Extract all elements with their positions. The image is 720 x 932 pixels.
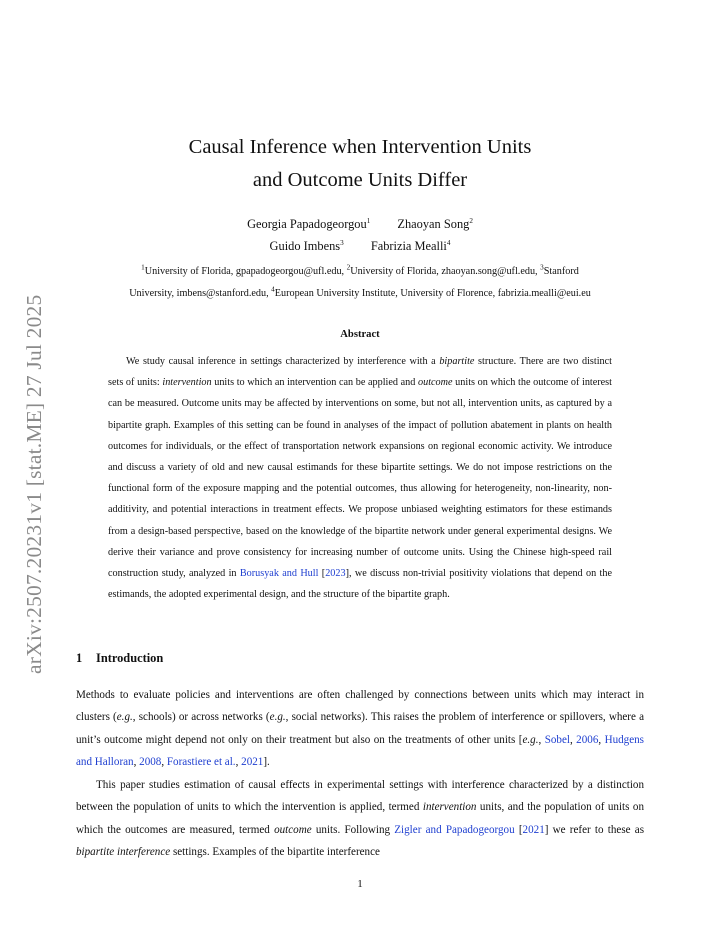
citation-year-link[interactable]: 2021 <box>241 755 264 768</box>
title-line-2: and Outcome Units Differ <box>252 169 468 191</box>
citation-year-link[interactable]: 2021 <box>522 823 545 836</box>
author: Zhaoyan Song$^2$ <box>397 216 473 231</box>
arxiv-identifier: arXiv:2507.20231v1 [stat.ME] 27 Jul 2025 <box>22 294 46 674</box>
affiliations-line-2: University, imbens@stanford.edu, $^4$European University Institute, University of Florence, fabrizia.mealli@eui.eu <box>129 285 591 299</box>
body-paragraph-1: Methods to evaluate policies and interventions are often challenged by connections between units which may interact in clusters (e.g., schools) or across networks (e.g., social networks). This raises the problem of interference or spillovers, where a unit’s outcome might depend not only on their treatment but also on the treatments of other units [e.g., Sobel, 2006, Hudgens and Halloran, 2008, Forastiere et al., 2021]. <box>76 689 645 768</box>
page-number: 1 <box>357 878 363 890</box>
section-heading: 1 Introduction <box>76 651 164 665</box>
citation-link[interactable]: Hudgens and Halloran <box>76 733 645 768</box>
citation-link[interactable]: Forastiere et al. <box>166 755 236 768</box>
author: Fabrizia Mealli$^4$ <box>370 238 451 253</box>
affiliations-line-1: $^1$University of Florida, gpapadogeorgou@ufl.edu, $^2$University of Florida, zhaoyan.song@ufl.edu, $^3$Stanford <box>141 263 579 277</box>
abstract-heading: Abstract <box>340 329 380 340</box>
body-paragraph-2: This paper studies estimation of causal effects in experimental settings with interference characterized by a distinction between the population of units to which the intervention is applied, termed intervention units, and the population of units on which the outcomes are measured, termed outcome units. Following Zigler and Papadogeorgou [2021] we refer to these as bipartite interference settings. Examples of the bipartite interference <box>76 779 645 858</box>
citation-link[interactable]: Sobel <box>544 733 570 746</box>
citation-year-link[interactable]: 2008 <box>139 755 162 768</box>
authors-row-2 <box>120 239 600 254</box>
author: Georgia Papadogeorgou$^1$ <box>247 216 371 231</box>
citation-year-link[interactable]: 2023 <box>325 568 346 580</box>
title-line-1: Causal Inference when Intervention Units <box>188 136 532 158</box>
author: Guido Imbens$^3$ <box>269 238 344 253</box>
citation-year-link[interactable]: 2006 <box>576 733 599 746</box>
paper-title <box>120 131 600 197</box>
abstract-text: We study causal inference in settings characterized by interference with a bipartite structure. There are two distinct sets of units: intervention units to which an intervention can be applied and outcome units on which the outcome of interest can be measured. Outcome units may be affected by interventions on some, but not all, intervention units, as captured by a bipartite graph. Examples of this setting can be found in analyses of the impact of pollution abatement in plants on health outcomes for individuals, or the effect of transportation network expansions on regional economic activity. We introduce and discuss a variety of old and new causal estimands for these bipartite settings. We do not impose restrictions on the functional form of the exposure mapping and the potential outcomes, thus allowing for heterogeneity, non-linearity, non-additivity, and potential interactions in treatment effects. We propose unbiased weighting estimators for these estimands from a design-based perspective, based on the knowledge of the bipartite network under general experimental designs. We derive their variance and prove consistency for increasing number of outcome units. Using the Chinese high-speed rail construction study, analyzed in Borusyak and Hull [2023], we discuss non-trivial positivity violations that depend on the estimands, the adopted experimental design, and the structure of the bipartite graph. <box>108 356 612 601</box>
citation-link[interactable]: Borusyak and Hull <box>239 568 319 580</box>
citation-link[interactable]: Zigler and Papadogeorgou <box>394 823 515 836</box>
authors-row-1 <box>120 217 600 232</box>
